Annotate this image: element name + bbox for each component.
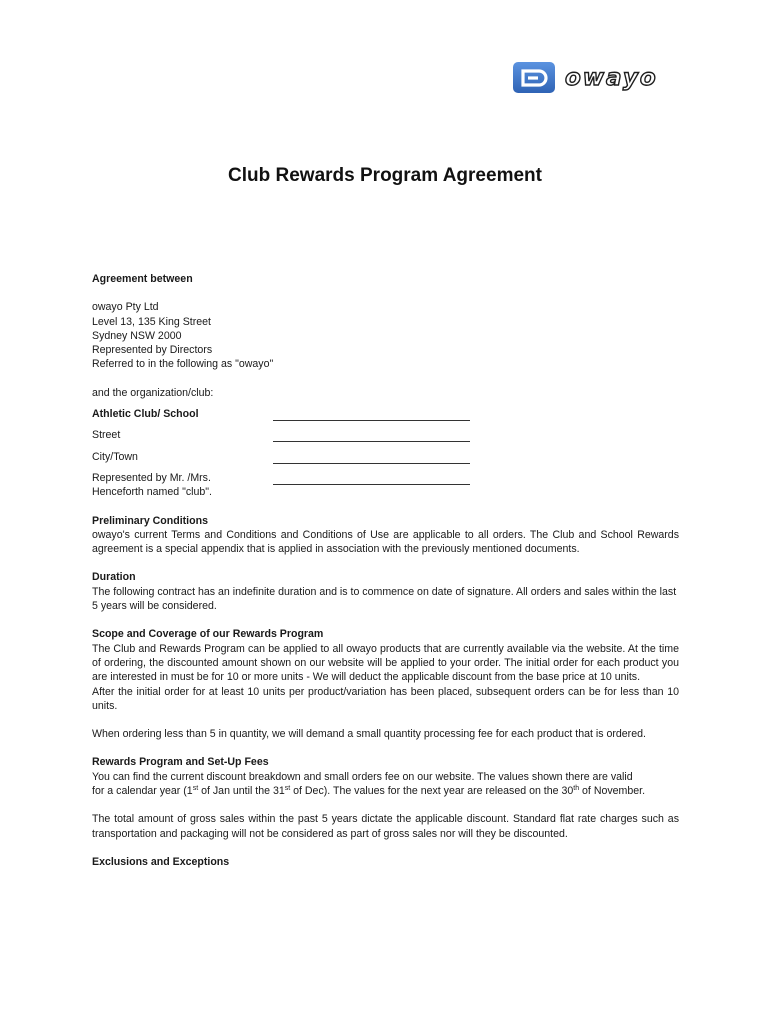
logo-wordmark: owayo xyxy=(565,64,658,91)
superscript-st-2: st xyxy=(284,785,291,793)
fees-paragraph-2: The total amount of gross sales within the past 5 years dictate the applicable discount. Standard flat rate charges such as transportation and packaging will not be considered as part of gross sales nor will they be discounted. xyxy=(92,813,679,840)
fees-line-1: You can find the current discount breakdown and small orders fee on our website. The values shown there are valid xyxy=(92,770,633,783)
fees-line-2c: of Dec). The values for the next year are released on the 30 xyxy=(290,785,574,798)
agreement-heading: Agreement between xyxy=(92,273,193,285)
fees-line-2 xyxy=(92,784,679,798)
scope-paragraph-1: The Club and Rewards Program can be applied to all owayo products that are currently available via the website. At the time of ordering, the discounted amount shown on our website will be applied to your order. The initial order for each product you are interested in must be for 10 or more units - We will deduct the applicable discount from the base price at 10 units. xyxy=(92,642,679,684)
fees-line-2b: of Jan until the 31 xyxy=(198,785,285,798)
company-name: owayo Pty Ltd xyxy=(92,301,159,314)
city-blank[interactable] xyxy=(273,450,470,464)
scope-paragraph-2: After the initial order for at least 10 units per product/variation has been placed, subsequent orders can be for less than 10 units. xyxy=(92,685,679,712)
superscript-th: th xyxy=(573,785,580,793)
company-referred: Referred to in the following as "owayo" xyxy=(92,358,274,371)
preliminary-heading: Preliminary Conditions xyxy=(92,514,208,527)
scope-paragraph-3: When ordering less than 5 in quantity, we will demand a small quantity processing fee for each product that is ordered. xyxy=(92,728,646,741)
street-blank[interactable] xyxy=(273,428,470,442)
represented-field xyxy=(92,471,679,485)
organization-intro: and the organization/club: xyxy=(92,386,214,399)
fees-line-2d: of November. xyxy=(579,785,646,798)
superscript-st-1: st xyxy=(192,785,199,793)
club-field xyxy=(92,407,679,421)
club-label: Athletic Club/ School xyxy=(92,408,199,421)
duration-text: The following contract has an indefinite duration and is to commence on date of signature. All orders and sales within the last 5 years will be considered. xyxy=(92,585,677,613)
company-represented: Represented by Directors xyxy=(92,344,213,357)
document-title: Club Rewards Program Agreement xyxy=(228,165,542,186)
owayo-logo xyxy=(513,62,658,93)
city-field xyxy=(92,450,679,464)
represented-blank[interactable] xyxy=(273,471,470,485)
fees-line-2a: for a calendar year (1 xyxy=(92,785,193,798)
company-address-1: Level 13, 135 King Street xyxy=(92,315,211,328)
owayo-badge-icon xyxy=(513,62,555,93)
street-label: Street xyxy=(92,429,121,442)
preliminary-text: owayo's current Terms and Conditions and Conditions of Use are applicable to all orders. The Club and School Rewards agreement is a special appendix that is applied in association with the previously mentioned documents. xyxy=(92,528,679,556)
document-body xyxy=(92,272,679,869)
fees-heading: Rewards Program and Set-Up Fees xyxy=(92,756,269,769)
street-field xyxy=(92,428,679,442)
scope-heading: Scope and Coverage of our Rewards Program xyxy=(92,628,324,641)
henceforth-text: Henceforth named "club". xyxy=(92,486,212,499)
club-blank[interactable] xyxy=(273,407,470,421)
company-address-2: Sydney NSW 2000 xyxy=(92,329,182,342)
duration-heading: Duration xyxy=(92,571,136,584)
exclusions-heading: Exclusions and Exceptions xyxy=(92,855,230,868)
city-label: City/Town xyxy=(92,450,138,463)
represented-label: Represented by Mr. /Mrs. xyxy=(92,471,211,484)
